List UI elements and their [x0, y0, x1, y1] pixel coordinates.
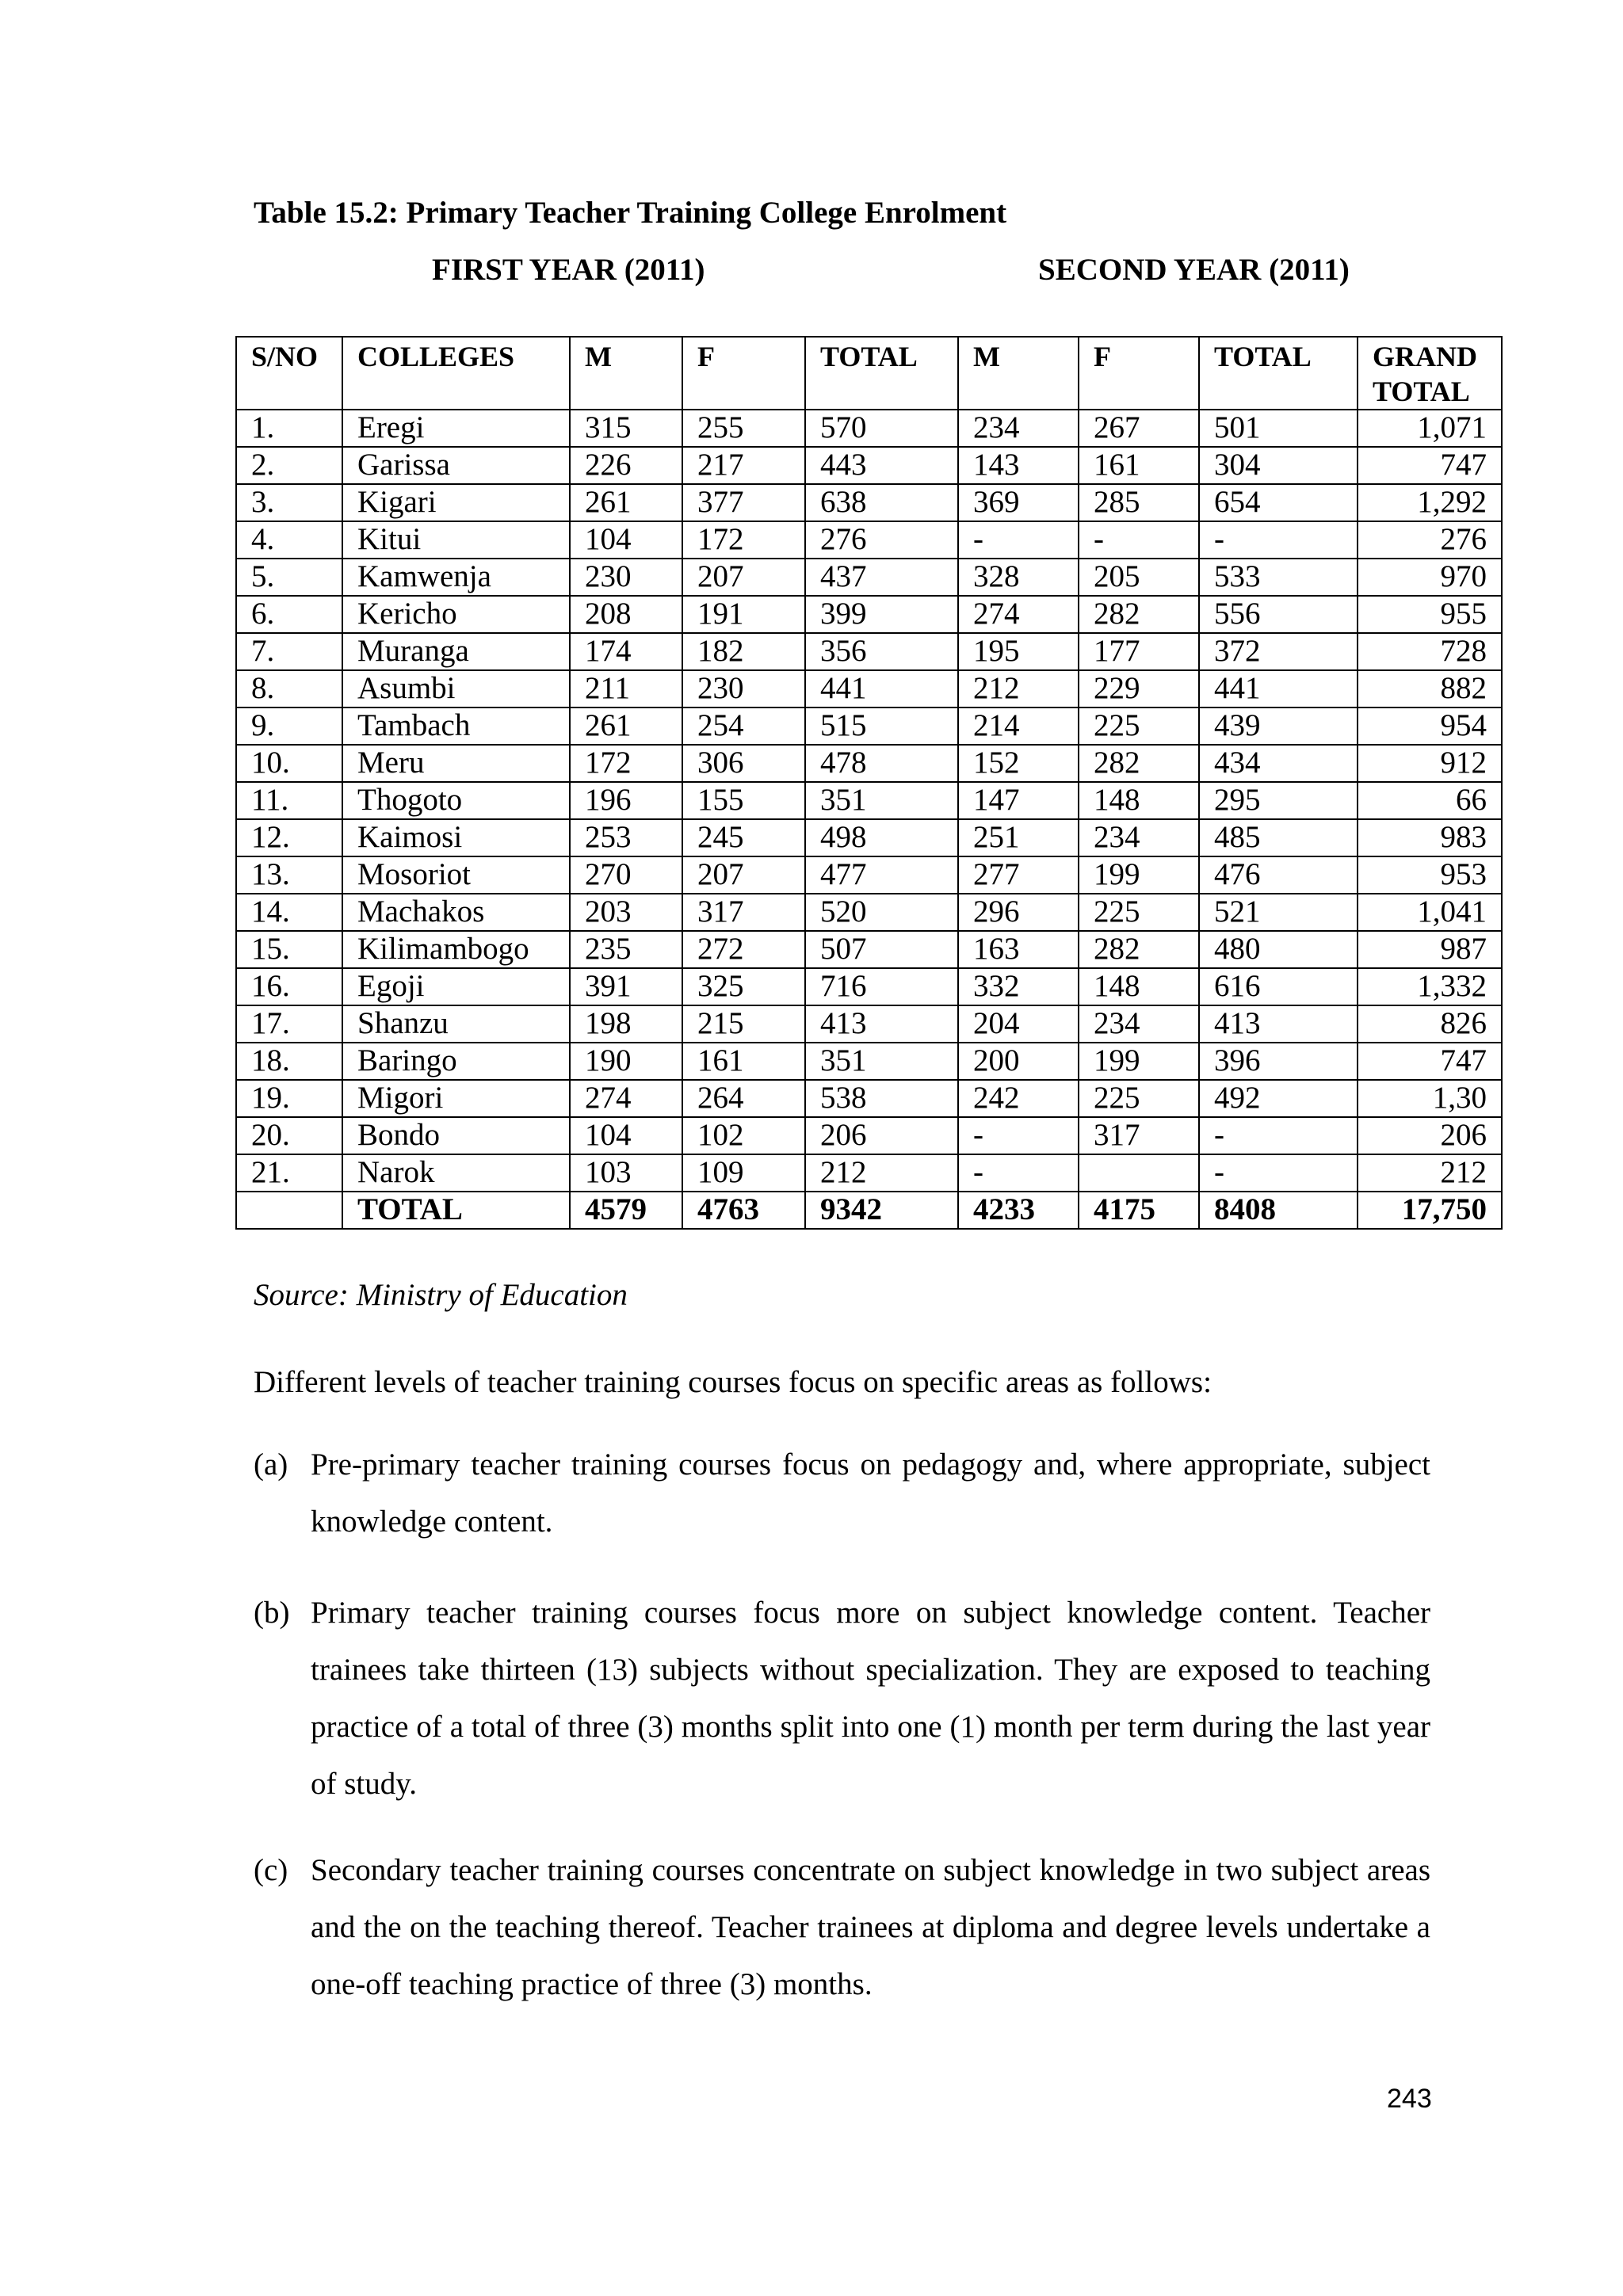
table-row	[236, 1043, 1502, 1080]
cell-first-year-male: 104	[570, 521, 682, 559]
cell-first-year-total: 399	[805, 596, 958, 633]
page-number: 243	[1387, 2084, 1432, 2114]
cell-second-year-female: 148	[1079, 968, 1199, 1005]
cell-second-year-male: 214	[958, 707, 1079, 745]
table-row	[236, 707, 1502, 745]
cell-second-year-female: 229	[1079, 670, 1199, 707]
cell-grand-total: 970	[1358, 559, 1502, 596]
cell-second-year-male: 277	[958, 856, 1079, 894]
cell-second-year-female: 225	[1079, 1080, 1199, 1117]
table-row	[236, 521, 1502, 559]
cell-second-year-total: -	[1199, 521, 1358, 559]
cell-second-year-female: 205	[1079, 559, 1199, 596]
cell-second-year-male: 4233	[958, 1192, 1079, 1229]
cell-second-year-female: 161	[1079, 447, 1199, 484]
cell-second-year-female: -	[1079, 521, 1199, 559]
cell-second-year-female: 148	[1079, 782, 1199, 819]
table-row	[236, 745, 1502, 782]
cell-grand-total: 1,332	[1358, 968, 1502, 1005]
cell-second-year-female: 234	[1079, 819, 1199, 856]
cell-second-year-male: 200	[958, 1043, 1079, 1080]
cell-first-year-total: 638	[805, 484, 958, 521]
cell-college: Tambach	[342, 707, 570, 745]
cell-college: Kamwenja	[342, 559, 570, 596]
cell-college: Bondo	[342, 1117, 570, 1154]
header-grand-total: GRAND TOTAL	[1358, 337, 1502, 410]
cell-grand-total: 1,292	[1358, 484, 1502, 521]
cell-first-year-female: 254	[682, 707, 805, 745]
cell-first-year-total: 212	[805, 1154, 958, 1192]
cell-second-year-male: 274	[958, 596, 1079, 633]
cell-second-year-male: 328	[958, 559, 1079, 596]
cell-second-year-total: 654	[1199, 484, 1358, 521]
cell-second-year-male: 332	[958, 968, 1079, 1005]
table-row	[236, 819, 1502, 856]
cell-second-year-total: 533	[1199, 559, 1358, 596]
second-year-heading: SECOND YEAR (2011)	[1038, 253, 1350, 287]
table-row	[236, 484, 1502, 521]
cell-second-year-total: 8408	[1199, 1192, 1358, 1229]
cell-first-year-total: 351	[805, 782, 958, 819]
cell-first-year-male: 261	[570, 484, 682, 521]
cell-sno: 2.	[236, 447, 342, 484]
cell-college: Egoji	[342, 968, 570, 1005]
cell-first-year-female: 217	[682, 447, 805, 484]
table-row	[236, 856, 1502, 894]
cell-second-year-total: -	[1199, 1154, 1358, 1192]
cell-grand-total: 826	[1358, 1005, 1502, 1043]
cell-first-year-male: 274	[570, 1080, 682, 1117]
cell-second-year-female: 199	[1079, 856, 1199, 894]
cell-first-year-male: 172	[570, 745, 682, 782]
list-item	[254, 1585, 1430, 1813]
list-item-text: Primary teacher training courses focus more on subject knowledge content. Teacher trainees take thirteen (13) subjects without specialization. They are exposed to teaching practice of a total of three (3) months split into one (1) month per term during the last year of study.	[311, 1596, 1430, 1801]
cell-sno: 8.	[236, 670, 342, 707]
cell-college: Thogoto	[342, 782, 570, 819]
cell-grand-total: 206	[1358, 1117, 1502, 1154]
cell-second-year-female: 282	[1079, 931, 1199, 968]
cell-first-year-total: 9342	[805, 1192, 958, 1229]
cell-second-year-male: 212	[958, 670, 1079, 707]
header-sno: S/NO	[236, 337, 342, 410]
cell-second-year-female: 317	[1079, 1117, 1199, 1154]
cell-first-year-total: 413	[805, 1005, 958, 1043]
cell-second-year-total: 616	[1199, 968, 1358, 1005]
cell-college: Eregi	[342, 410, 570, 447]
cell-first-year-female: 182	[682, 633, 805, 670]
cell-first-year-total: 351	[805, 1043, 958, 1080]
cell-second-year-female: 282	[1079, 596, 1199, 633]
cell-sno: 13.	[236, 856, 342, 894]
cell-college: Asumbi	[342, 670, 570, 707]
table-row	[236, 968, 1502, 1005]
table-row	[236, 1154, 1502, 1192]
header-first-year-female: F	[682, 337, 805, 410]
cell-sno: 4.	[236, 521, 342, 559]
cell-second-year-total: 441	[1199, 670, 1358, 707]
cell-grand-total: 953	[1358, 856, 1502, 894]
cell-second-year-male: 242	[958, 1080, 1079, 1117]
table-row	[236, 410, 1502, 447]
cell-first-year-total: 498	[805, 819, 958, 856]
cell-second-year-male: 369	[958, 484, 1079, 521]
cell-second-year-total: 485	[1199, 819, 1358, 856]
cell-college: Migori	[342, 1080, 570, 1117]
cell-second-year-male: 296	[958, 894, 1079, 931]
cell-sno	[236, 1192, 342, 1229]
cell-sno: 18.	[236, 1043, 342, 1080]
cell-first-year-total: 276	[805, 521, 958, 559]
cell-second-year-female: 282	[1079, 745, 1199, 782]
cell-first-year-total: 443	[805, 447, 958, 484]
cell-grand-total: 17,750	[1358, 1192, 1502, 1229]
list-item-label: (b)	[254, 1596, 290, 1630]
table-row	[236, 596, 1502, 633]
cell-sno: 19.	[236, 1080, 342, 1117]
table-row	[236, 447, 1502, 484]
cell-first-year-female: 215	[682, 1005, 805, 1043]
cell-second-year-total: 413	[1199, 1005, 1358, 1043]
cell-grand-total: 747	[1358, 447, 1502, 484]
cell-first-year-total: 356	[805, 633, 958, 670]
cell-first-year-total: 570	[805, 410, 958, 447]
header-colleges: COLLEGES	[342, 337, 570, 410]
cell-second-year-male: 251	[958, 819, 1079, 856]
cell-first-year-total: 437	[805, 559, 958, 596]
cell-sno: 7.	[236, 633, 342, 670]
cell-sno: 20.	[236, 1117, 342, 1154]
cell-grand-total: 983	[1358, 819, 1502, 856]
cell-first-year-female: 191	[682, 596, 805, 633]
table-source: Source: Ministry of Education	[254, 1278, 628, 1312]
cell-second-year-male: 147	[958, 782, 1079, 819]
list-item	[254, 1842, 1430, 2013]
cell-second-year-male: 152	[958, 745, 1079, 782]
cell-second-year-female: 225	[1079, 707, 1199, 745]
cell-first-year-female: 272	[682, 931, 805, 968]
cell-first-year-female: 255	[682, 410, 805, 447]
cell-college: Baringo	[342, 1043, 570, 1080]
cell-first-year-female: 317	[682, 894, 805, 931]
cell-sno: 9.	[236, 707, 342, 745]
cell-second-year-total: 396	[1199, 1043, 1358, 1080]
cell-college: Shanzu	[342, 1005, 570, 1043]
cell-sno: 21.	[236, 1154, 342, 1192]
cell-first-year-total: 716	[805, 968, 958, 1005]
cell-first-year-total: 206	[805, 1117, 958, 1154]
cell-first-year-total: 477	[805, 856, 958, 894]
cell-second-year-total: 480	[1199, 931, 1358, 968]
cell-second-year-female: 4175	[1079, 1192, 1199, 1229]
cell-grand-total: 882	[1358, 670, 1502, 707]
cell-first-year-female: 264	[682, 1080, 805, 1117]
cell-second-year-total: 492	[1199, 1080, 1358, 1117]
cell-sno: 6.	[236, 596, 342, 633]
cell-grand-total: 728	[1358, 633, 1502, 670]
table-total-row	[236, 1192, 1502, 1229]
cell-first-year-female: 161	[682, 1043, 805, 1080]
cell-second-year-female: 234	[1079, 1005, 1199, 1043]
cell-grand-total: 987	[1358, 931, 1502, 968]
cell-second-year-male: 234	[958, 410, 1079, 447]
cell-first-year-male: 315	[570, 410, 682, 447]
cell-first-year-male: 261	[570, 707, 682, 745]
header-first-year-total: TOTAL	[805, 337, 958, 410]
cell-college: Kigari	[342, 484, 570, 521]
header-first-year-male: M	[570, 337, 682, 410]
cell-college: Kitui	[342, 521, 570, 559]
cell-first-year-male: 211	[570, 670, 682, 707]
cell-college: Garissa	[342, 447, 570, 484]
cell-sno: 12.	[236, 819, 342, 856]
enrolment-table	[235, 336, 1503, 1230]
cell-first-year-female: 377	[682, 484, 805, 521]
cell-sno: 1.	[236, 410, 342, 447]
cell-first-year-female: 306	[682, 745, 805, 782]
cell-first-year-female: 207	[682, 856, 805, 894]
header-second-year-female: F	[1079, 337, 1199, 410]
cell-second-year-total: -	[1199, 1117, 1358, 1154]
cell-grand-total: 66	[1358, 782, 1502, 819]
cell-first-year-female: 230	[682, 670, 805, 707]
cell-first-year-male: 226	[570, 447, 682, 484]
table-header-row	[236, 337, 1502, 410]
cell-second-year-total: 304	[1199, 447, 1358, 484]
cell-second-year-total: 521	[1199, 894, 1358, 931]
cell-college: Kilimambogo	[342, 931, 570, 968]
cell-second-year-total: 476	[1199, 856, 1358, 894]
header-second-year-male: M	[958, 337, 1079, 410]
table-row	[236, 782, 1502, 819]
first-year-heading: FIRST YEAR (2011)	[432, 253, 705, 287]
cell-second-year-female: 225	[1079, 894, 1199, 931]
cell-second-year-male: 195	[958, 633, 1079, 670]
cell-second-year-total: 439	[1199, 707, 1358, 745]
table-row	[236, 670, 1502, 707]
table-row	[236, 559, 1502, 596]
cell-first-year-total: 515	[805, 707, 958, 745]
table-title: Table 15.2: Primary Teacher Training College Enrolment	[254, 196, 1007, 230]
cell-grand-total: 747	[1358, 1043, 1502, 1080]
cell-second-year-male: -	[958, 521, 1079, 559]
table-row	[236, 894, 1502, 931]
cell-first-year-female: 155	[682, 782, 805, 819]
cell-sno: 16.	[236, 968, 342, 1005]
cell-college: Kaimosi	[342, 819, 570, 856]
list-item-label: (c)	[254, 1853, 288, 1887]
cell-first-year-male: 198	[570, 1005, 682, 1043]
cell-first-year-male: 103	[570, 1154, 682, 1192]
cell-first-year-male: 208	[570, 596, 682, 633]
table-row	[236, 1117, 1502, 1154]
cell-second-year-total: 556	[1199, 596, 1358, 633]
cell-sno: 10.	[236, 745, 342, 782]
cell-sno: 11.	[236, 782, 342, 819]
cell-second-year-male: 143	[958, 447, 1079, 484]
cell-second-year-total: 372	[1199, 633, 1358, 670]
cell-second-year-female: 285	[1079, 484, 1199, 521]
table-row	[236, 1005, 1502, 1043]
intro-paragraph: Different levels of teacher training courses focus on specific areas as follows:	[254, 1365, 1212, 1399]
table-row	[236, 1080, 1502, 1117]
cell-second-year-female: 199	[1079, 1043, 1199, 1080]
cell-college: Kericho	[342, 596, 570, 633]
cell-first-year-female: 325	[682, 968, 805, 1005]
cell-second-year-total: 295	[1199, 782, 1358, 819]
cell-first-year-female: 109	[682, 1154, 805, 1192]
cell-second-year-male: 163	[958, 931, 1079, 968]
cell-first-year-total: 441	[805, 670, 958, 707]
cell-second-year-male: -	[958, 1154, 1079, 1192]
cell-grand-total: 954	[1358, 707, 1502, 745]
cell-college: Mosoriot	[342, 856, 570, 894]
cell-first-year-male: 196	[570, 782, 682, 819]
list-item-text: Pre-primary teacher training courses focus on pedagogy and, where appropriate, subject knowledge content.	[311, 1447, 1430, 1539]
cell-sno: 3.	[236, 484, 342, 521]
cell-first-year-total: 520	[805, 894, 958, 931]
cell-second-year-total: 501	[1199, 410, 1358, 447]
cell-grand-total: 1,041	[1358, 894, 1502, 931]
cell-grand-total: 955	[1358, 596, 1502, 633]
cell-second-year-total: 434	[1199, 745, 1358, 782]
cell-first-year-female: 4763	[682, 1192, 805, 1229]
cell-first-year-female: 245	[682, 819, 805, 856]
list-item-text: Secondary teacher training courses concentrate on subject knowledge in two subject areas and the on the teaching thereof. Teacher trainees at diploma and degree levels undertake a one-off teaching practice of three (3) months.	[311, 1853, 1430, 2001]
cell-sno: 14.	[236, 894, 342, 931]
cell-sno: 15.	[236, 931, 342, 968]
list-item-label: (a)	[254, 1447, 288, 1482]
cell-sno: 17.	[236, 1005, 342, 1043]
cell-first-year-male: 270	[570, 856, 682, 894]
cell-grand-total: 1,30	[1358, 1080, 1502, 1117]
cell-sno: 5.	[236, 559, 342, 596]
cell-second-year-female: 267	[1079, 410, 1199, 447]
cell-college: TOTAL	[342, 1192, 570, 1229]
table-row	[236, 931, 1502, 968]
cell-first-year-male: 235	[570, 931, 682, 968]
header-second-year-total: TOTAL	[1199, 337, 1358, 410]
cell-first-year-male: 104	[570, 1117, 682, 1154]
cell-first-year-male: 4579	[570, 1192, 682, 1229]
cell-second-year-female: 177	[1079, 633, 1199, 670]
table-body	[236, 410, 1502, 1229]
list-item	[254, 1436, 1430, 1550]
table-row	[236, 633, 1502, 670]
cell-first-year-male: 391	[570, 968, 682, 1005]
cell-college: Narok	[342, 1154, 570, 1192]
cell-grand-total: 912	[1358, 745, 1502, 782]
cell-second-year-female	[1079, 1154, 1199, 1192]
cell-college: Meru	[342, 745, 570, 782]
cell-first-year-total: 478	[805, 745, 958, 782]
cell-first-year-female: 172	[682, 521, 805, 559]
cell-grand-total: 276	[1358, 521, 1502, 559]
cell-grand-total: 1,071	[1358, 410, 1502, 447]
cell-grand-total: 212	[1358, 1154, 1502, 1192]
cell-first-year-male: 203	[570, 894, 682, 931]
cell-first-year-male: 253	[570, 819, 682, 856]
cell-first-year-male: 174	[570, 633, 682, 670]
cell-first-year-female: 102	[682, 1117, 805, 1154]
cell-college: Muranga	[342, 633, 570, 670]
cell-second-year-male: 204	[958, 1005, 1079, 1043]
cell-college: Machakos	[342, 894, 570, 931]
cell-first-year-male: 190	[570, 1043, 682, 1080]
cell-first-year-male: 230	[570, 559, 682, 596]
cell-first-year-total: 538	[805, 1080, 958, 1117]
cell-first-year-female: 207	[682, 559, 805, 596]
cell-second-year-male: -	[958, 1117, 1079, 1154]
cell-first-year-total: 507	[805, 931, 958, 968]
